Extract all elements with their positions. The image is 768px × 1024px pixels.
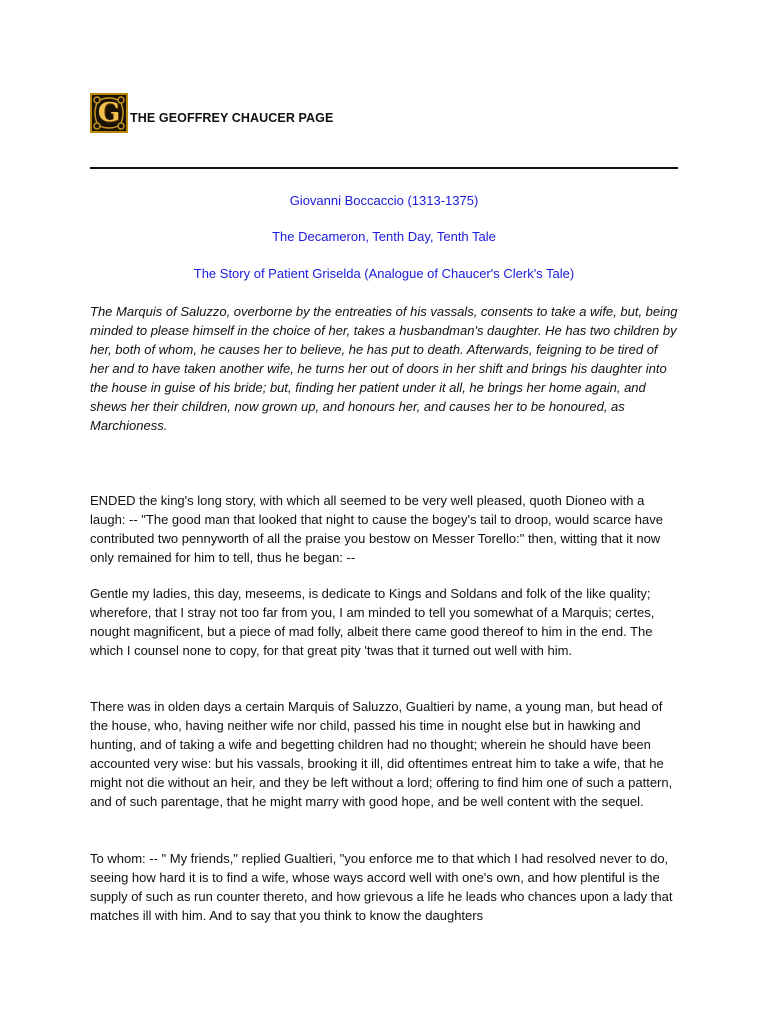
story-link[interactable]: The Story of Patient Griselda (Analogue of Chaucer's Clerk's Tale) bbox=[193, 266, 575, 281]
paragraph-3: There was in olden days a certain Marquis of Saluzzo, Gualtieri by name, a young man, but head of the house, who, having neither wife nor child, passed his time in nought else but in hawking and hunting, and of taking a wife and begetting children had no thought; wherein he should have been accounted very wise: but his vassals, brooking it ill, did oftentimes entreat him to take a wife, that he might not die without an heir, and they be left without a lord; offering to find him one of such a pattern, and of such parentage, that he might marry with good hope, and be well content with the sequel. bbox=[90, 699, 673, 809]
paragraph-4: To whom: -- " My friends," replied Gualtieri, "you enforce me to that which I had resolved never to do, seeing how hard it is to find a wife, whose ways accord well with one's own, and how plentiful is the supply of such as run counter thereto, and how grievous a life he leads who chances upon a lady that matches ill with him. And to say that you think to know the daughters bbox=[90, 851, 673, 923]
horizontal-divider bbox=[90, 167, 678, 169]
paragraph-1: ENDED the king's long story, with which all seemed to be very well pleased, quoth Dioneo with a laugh: -- "The good man that looked that night to cause the bogey's tail to droop, would scarce have contributed two pennyworth of all the praise you bestow on Messer Torello:" then, witting that it now only remained for him to tell, thus he began: -- bbox=[90, 493, 663, 565]
work-link[interactable]: The Decameron, Tenth Day, Tenth Tale bbox=[272, 229, 496, 244]
tale-summary: The Marquis of Saluzzo, overborne by the entreaties of his vassals, consents to take a wife, but, being minded to please himself in the choice of her, takes a husbandman's daughter. He has two children by her, both of whom, he causes her to believe, he has put to death. Afterwards, feigning to be tired of her and to have taken another wife, he turns her out of doors in her shift and brings his daughter into the house in guise of his bride; but, finding her patient under it all, he brings her home again, and shews her their children, now grown up, and honours her, and causes her to be honoured, as Marchioness. bbox=[90, 304, 678, 433]
site-title[interactable]: THE GEOFFREY CHAUCER PAGE bbox=[130, 111, 334, 125]
author-link[interactable]: Giovanni Boccaccio (1313-1375) bbox=[289, 193, 479, 208]
logo-letter: G bbox=[97, 98, 121, 128]
illuminated-letter-logo[interactable] bbox=[90, 93, 128, 133]
paragraph-2: Gentle my ladies, this day, meseems, is dedicate to Kings and Soldans and folk of the like quality; wherefore, that I stray not too far from you, I am minded to tell you somewhat of a Marquis; certes, nought magnificent, but a piece of mad folly, albeit there came good thereof to him in the end. The which I counsel none to copy, for that great pity 'twas that it turned out well with him. bbox=[90, 586, 655, 658]
site-header bbox=[90, 92, 333, 134]
